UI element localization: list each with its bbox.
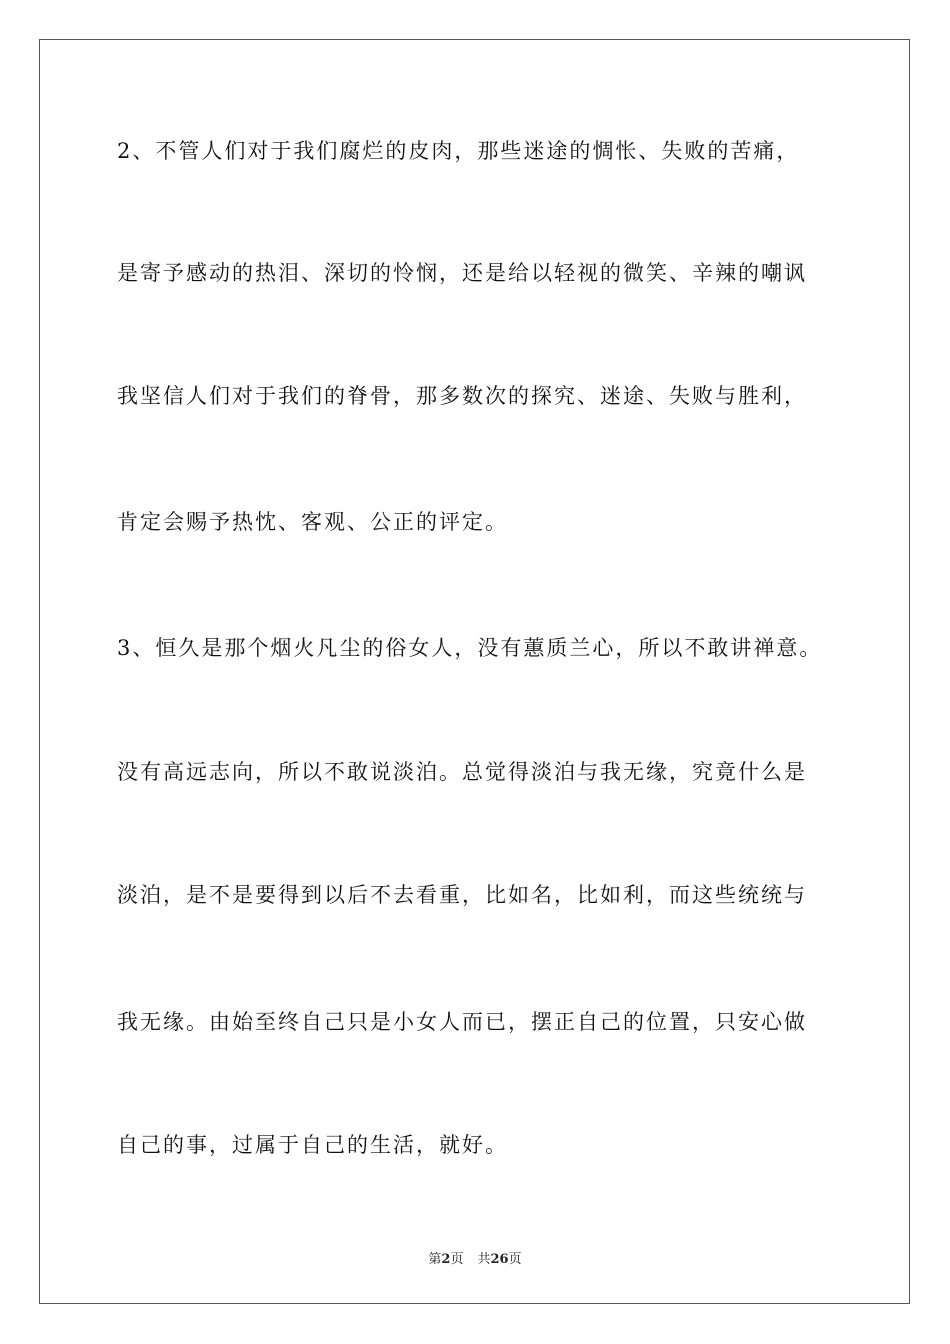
text-line: 没有高远志向，所以不敢说淡泊。总觉得淡泊与我无缘，究竟什么是 — [117, 760, 807, 784]
page-footer — [0, 1248, 950, 1267]
text-line: 淡泊，是不是要得到以后不去看重，比如名，比如利，而这些统统与 — [117, 883, 807, 907]
page-prefix: 第 — [428, 1252, 442, 1267]
page-border — [39, 39, 910, 1304]
text-line: 3、恒久是那个烟火凡尘的俗女人，没有蕙质兰心，所以不敢讲禅意。 — [117, 636, 823, 660]
text-line: 肯定会赐予热忱、客观、公正的评定。 — [117, 510, 508, 534]
text-line: 是寄予感动的热泪、深切的怜悯，还是给以轻视的微笑、辛辣的嘲讽 — [117, 261, 807, 285]
text-line: 自己的事，过属于自己的生活，就好。 — [117, 1133, 508, 1157]
total-pages: 26 — [490, 1252, 509, 1267]
page-number: 2 — [441, 1252, 451, 1267]
text-line: 2、不管人们对于我们腐烂的皮肉，那些迷途的惆怅、失败的苦痛， — [117, 139, 800, 163]
total-suffix: 页 — [508, 1252, 522, 1267]
text-line: 我坚信人们对于我们的脊骨，那多数次的探究、迷途、失败与胜利， — [117, 384, 807, 408]
text-line: 我无缘。由始至终自己只是小女人而已，摆正自己的位置，只安心做 — [117, 1010, 807, 1034]
page-suffix: 页 — [450, 1252, 464, 1267]
total-prefix: 共 — [477, 1252, 491, 1267]
